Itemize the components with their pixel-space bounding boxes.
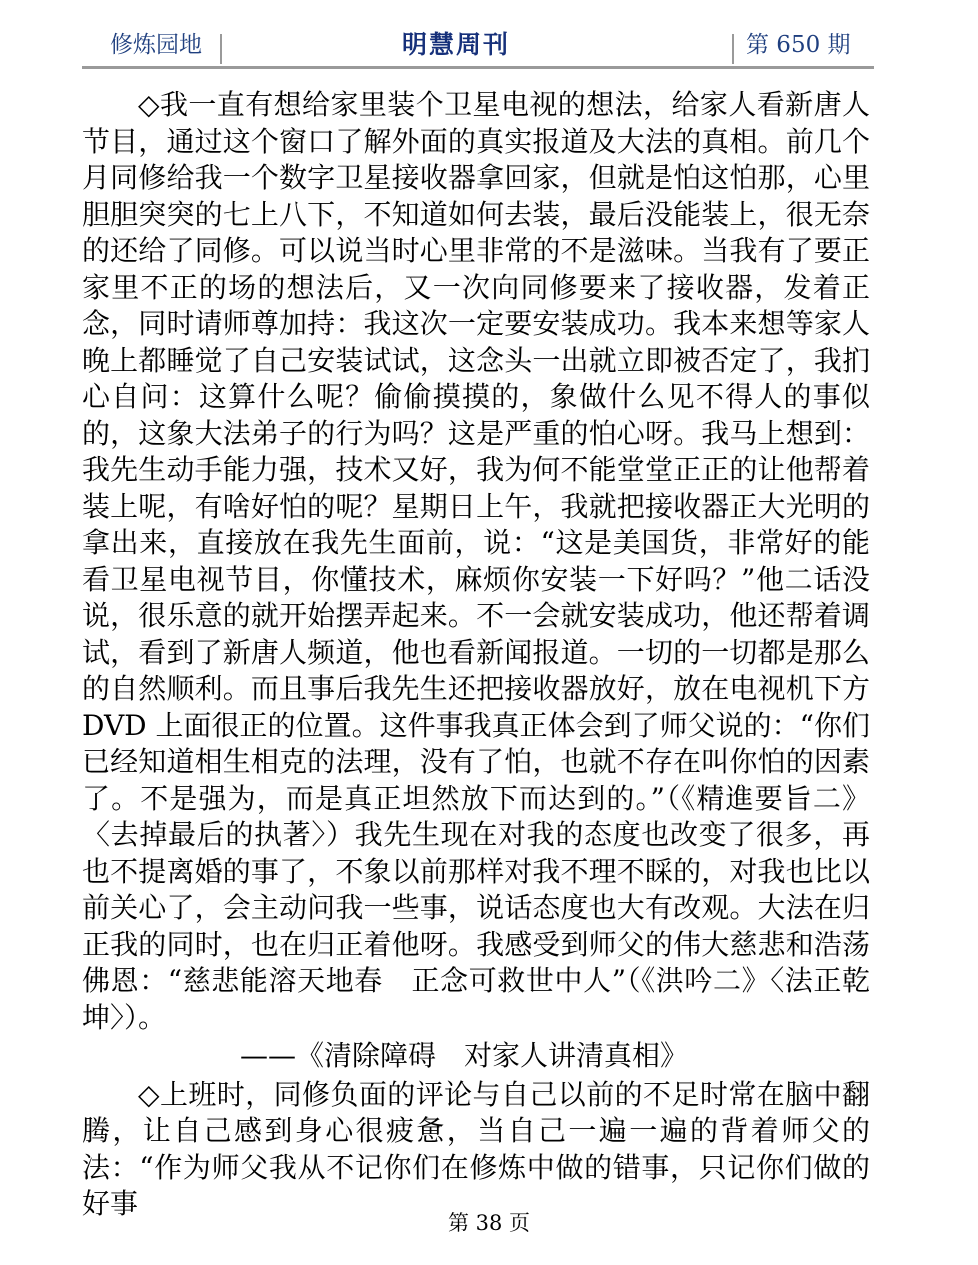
paragraph: ◇我一直有想给家里装个卫星电视的想法，给家人看新唐人节目，通过这个窗口了解外面的真实报道及大法的真相。前几个月同修给我一个数字卫星接收器拿回家，但就是怕这怕那，心里胆胆突突的七上八下，不知道如何去装，最后没能装上，很无奈的还给了同修。可以说当时心里非常的不是滋味。当我有了要正家里不正的场的想法后，又一次向同修要来了接收器，发着正念，同时请师尊加持：我这次一定要安装成功。我本来想等家人晚上都睡觉了自己安装试试，这念头一出就立即被否定了，我扪心自问：这算什么呢？偷偷摸摸的，象做什么见不得人的事似的，这象大法弟子的行为吗？这是严重的怕心呀。我马上想到：我先生动手能力强，技术又好，我为何不能堂堂正正的让他帮着装上呢，有啥好怕的呢？星期日上午，我就把接收器正大光明的拿出来，直接放在我先生面前，说：“这是美国货，非常好的能看卫星电视节目，你懂技术，麻烦你安装一下好吗？”他二话没说，很乐意的就开始摆弄起来。不一会就安装成功，他还帮着调试，看到了新唐人频道，他也看新闻报道。一切的一切都是那么的自然顺利。而且事后我先生还把接收器放好，放在电视机下方DVD 上面很正的位置。这件事我真正体会到了师父说的：“你们已经知道相生相克的法理，没有了怕，也就不存在叫你怕的因素了。不是强为，而是真正坦然放下而达到的。”（《精進要旨二》〈去掉最后的执著〉）我先生现在对我的态度也改变了很多，再也不提离婚的事了，不象以前那样对我不理不睬的，对我也比以前关心了，会主动问我一些事，说话态度也大有改观。大法在归正我的同时，也在归正着他呀。我感受到师父的伟大慈悲和浩荡佛恩：“慈悲能溶天地春 正念可救世中人”（《洪吟二》〈法正乾坤〉）。	[82, 88, 870, 1034]
section-title: 修炼园地	[110, 32, 202, 58]
article-attribution: ——《清除障碍 对家人讲清真相》	[240, 1039, 689, 1072]
page-number: 第 38 页	[447, 1211, 531, 1235]
article-body	[82, 87, 870, 1223]
paragraph: ◇上班时，同修负面的评论与自己以前的不足时常在脑中翻腾，让自己感到身心很疲惫，当自己一遍一遍的背着师父的法：“作为师父我从不记你们在修炼中做的错事，只记你们做的好事	[82, 1077, 870, 1220]
header-divider	[732, 34, 734, 64]
header-rule	[82, 66, 874, 69]
header-divider	[220, 34, 222, 64]
publication-title: 明慧周刊	[402, 30, 511, 59]
page-header	[82, 28, 874, 66]
issue-number: 第 650 期	[746, 32, 851, 58]
